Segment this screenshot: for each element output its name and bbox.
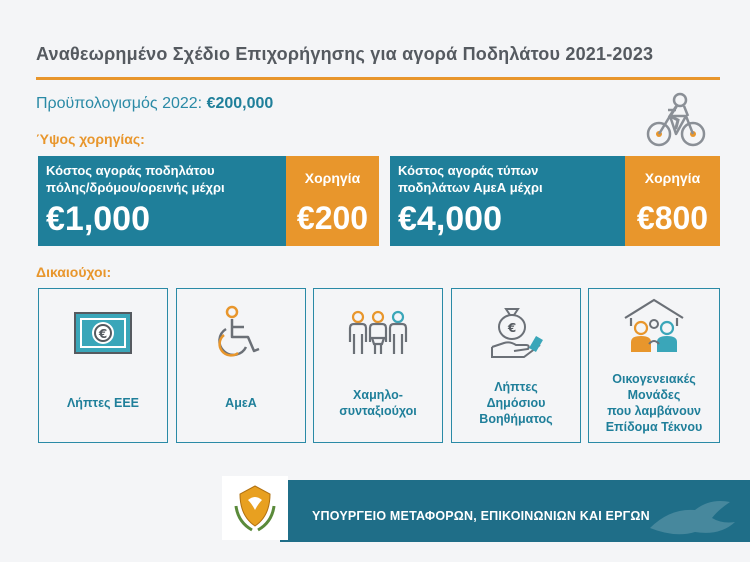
beneficiary-box-public-assistance (451, 288, 581, 443)
wheelchair-icon (216, 305, 266, 361)
beneficiary-label (593, 369, 715, 436)
family-home-icon (621, 296, 687, 354)
elderly-people-icon (345, 310, 411, 356)
beneficiary-label-line: Μονάδες (627, 387, 681, 402)
beneficiary-box-families (588, 288, 720, 443)
subsidy-label: Ύψος χορηγίας: (36, 131, 145, 147)
beneficiary-label-line: Λήπτες (494, 379, 538, 394)
cyprus-crest-logo (222, 476, 288, 540)
beneficiary-box-eee (38, 288, 168, 443)
beneficiary-label (43, 369, 163, 436)
cyclist-icon (646, 92, 706, 150)
beneficiary-label-line: που λαμβάνουν (607, 403, 701, 418)
subsidy-card-city-bike (38, 156, 379, 246)
ministry-name: ΥΠΟΥΡΓΕΙΟ ΜΕΤΑΦΟΡΩΝ, ΕΠΙΚΟΙΝΩΝΙΩΝ ΚΑΙ ΕΡΓΩΝ (312, 509, 650, 523)
card-max-cost: €1,000 (46, 200, 150, 238)
grant-value: €800 (636, 200, 709, 236)
card-description (46, 162, 225, 196)
beneficiary-label (318, 369, 438, 436)
beneficiary-label-line: Δημόσιου (486, 395, 546, 410)
banknote-icon (73, 311, 133, 355)
card-desc-line: πόλης/δρόμου/ορεινής μέχρι (46, 180, 225, 195)
beneficiary-label-line: συνταξιούχοι (339, 403, 417, 418)
beneficiary-label-line: Επίδομα Τέκνου (605, 419, 703, 434)
grant-label: Χορηγία (644, 170, 701, 186)
budget-line (36, 95, 273, 113)
beneficiary-label-line: Χαμηλο- (353, 387, 403, 402)
card-grant-box (625, 156, 720, 246)
svg-text:€: € (507, 321, 517, 335)
beneficiary-label-line: ΑμεΑ (225, 395, 257, 410)
page-title: Αναθεωρημένο Σχέδιο Επιχορήγησης για αγορά Ποδηλάτου 2021-2023 (36, 44, 654, 64)
title-divider (36, 77, 720, 80)
crest-icon (222, 476, 288, 540)
card-description (398, 162, 543, 196)
dove-watermark-icon (640, 488, 740, 542)
card-desc-line: Κόστος αγοράς ποδηλάτου (46, 163, 215, 178)
beneficiary-label (181, 369, 301, 436)
svg-text:€: € (98, 327, 108, 341)
beneficiary-box-pensioners (313, 288, 443, 443)
beneficiary-label-line: Οικογενειακές (612, 371, 696, 386)
beneficiary-label-line: Βοηθήματος (479, 411, 553, 426)
beneficiary-box-disabled (176, 288, 306, 443)
card-grant-box (286, 156, 379, 246)
subsidy-card-disability-bike (390, 156, 720, 246)
beneficiary-label (456, 369, 576, 436)
budget-value: €200,000 (206, 95, 274, 112)
card-desc-line: ποδηλάτων ΑμεΑ μέχρι (398, 180, 543, 195)
card-max-cost: €4,000 (398, 200, 502, 238)
grant-value: €200 (296, 200, 369, 236)
grant-label: Χορηγία (304, 170, 361, 186)
beneficiaries-label: Δικαιούχοι: (36, 264, 112, 280)
card-desc-line: Κόστος αγοράς τύπων (398, 163, 539, 178)
money-bag-hand-icon (488, 305, 544, 361)
beneficiary-label-line: Λήπτες ΕΕΕ (66, 395, 140, 410)
budget-label: Προϋπολογισμός 2022: (36, 95, 203, 112)
